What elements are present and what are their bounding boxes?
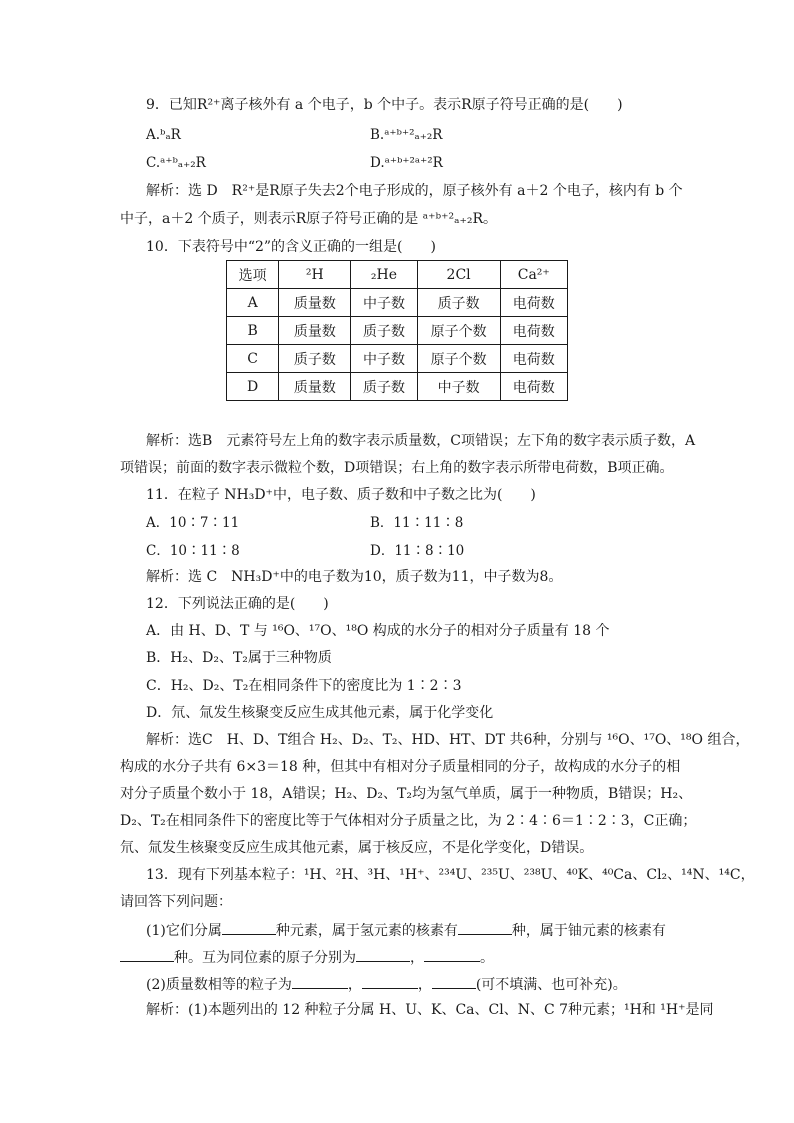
q9-option-c: C.ᵃ⁺ᵇₐ₊₂R [146,155,206,171]
q12-option: B．H₂、D₂、T₂属于三种物质 [146,650,332,666]
table-cell: 质子数 [279,345,351,373]
answer-blank[interactable] [458,920,512,935]
table-cell: 质子数 [417,289,500,317]
q13-part2-text: ， [417,977,432,993]
table-cell: 原子个数 [417,345,500,373]
q13-part2-text: (2)质量数相等的粒子为 [146,977,292,993]
q12-analysis-line: D₂、T₂在相同条件下的密度比等于气体相对分子质量之比，为 2∶4∶6＝1∶2∶3，C正确； [120,813,697,829]
q9-option-d: D.ᵃ⁺ᵇ⁺²ᵃ⁺²R [370,155,443,171]
table-header-row [227,261,568,289]
table-row [227,345,568,373]
answer-blank[interactable] [222,920,276,935]
q11-option-b: B．11∶11∶8 [370,515,464,531]
q11-stem: 11．在粒子 NH₃D⁺中，电子数、质子数和中子数之比为( ) [146,487,536,503]
table-cell: 电荷数 [500,345,567,373]
q13-part1-text: 。 [480,950,494,966]
table-cell: 中子数 [351,345,417,373]
table-cell: 质子数 [351,317,417,345]
table-row [227,373,568,401]
answer-blank[interactable] [424,947,480,962]
q13-part1-text: 种，属于铀元素的核素有 [511,923,666,939]
q12-analysis-line: 构成的水分子共有 6×3＝18 种，但其中有相对分子质量相同的分子，故构成的水分子的相 [120,759,681,775]
q9-analysis-line: 解析：选 D R²⁺是R原子失去2个电子形成的，原子核外有 a＋2 个电子，核内有 b 个 [146,183,683,199]
q13-part2-line [146,974,627,994]
answer-blank[interactable] [356,947,410,962]
q13-part1-line [120,947,494,967]
q11-option-c: C．10∶11∶8 [146,543,240,559]
q13-part1-text: 种元素，属于氢元素的核素有 [275,923,458,939]
table-header-cell: ₂He [351,261,417,289]
q12-option: A．由 H、D、T 与 ¹⁶O、¹⁷O、¹⁸O 构成的水分子的相对分子质量有 18 个 [146,623,610,639]
table-row [227,289,568,317]
answer-blank[interactable] [432,974,476,989]
table-header-cell: ²H [279,261,351,289]
table-header-cell: 2Cl [417,261,500,289]
q10-analysis-line: 解析：选B 元素符号左上角的数字表示质量数，C项错误；左下角的数字表示质子数，A [146,433,696,449]
table-cell: D [227,373,279,401]
q13-stem: 13．现有下列基本粒子：¹H、²H、³H、¹H⁺、²³⁴U、²³⁵U、²³⁸U、⁴⁰K、⁴⁰Ca、Cl₂、¹⁴N、¹⁴C， [146,867,755,883]
q11-option-a: A．10∶7∶11 [146,515,240,531]
q13-part1-text: ， [410,950,424,966]
table-cell: 中子数 [417,373,500,401]
q12-analysis-line: 氘、氚发生核聚变反应生成其他元素，属于核反应，不是化学变化，D错误。 [120,840,594,856]
q11-option-d: D．11∶8∶10 [370,543,465,559]
answer-blank[interactable] [362,974,418,989]
q13-stem: 请回答下列问题： [120,894,232,910]
q9-option-a: A.ᵇₐR [146,127,181,143]
answer-blank[interactable] [292,974,348,989]
table-cell: 原子个数 [417,317,500,345]
q10-stem: 10．下表符号中“2”的含义正确的一组是( ) [146,239,436,255]
table-cell: 中子数 [351,289,417,317]
q13-analysis-line: 解析：(1)本题列出的 12 种粒子分属 H、U、K、Ca、Cl、N、C 7种元素；¹H和 ¹H⁺是同 [146,1002,714,1018]
table-cell: 电荷数 [500,317,567,345]
table-header-cell: 选项 [227,261,279,289]
table-cell: B [227,317,279,345]
q13-part1-text: (1)它们分属 [146,923,222,939]
q12-option: D．氘、氚发生核聚变反应生成其他元素，属于化学变化 [146,705,494,721]
table-cell: 质子数 [351,373,417,401]
q13-part1-line [146,920,666,940]
q9-analysis-line: 中子，a＋2 个质子，则表示R原子符号正确的是 ᵃ⁺ᵇ⁺²ₐ₊₂R。 [120,211,498,227]
table-cell: 电荷数 [500,373,567,401]
q12-analysis-line: 对分子质量个数小于 18，A错误；H₂、D₂、T₂均为氢气单质，属于一种物质，B错误；H₂、 [120,786,693,802]
q13-part2-text: (可不填满、也可补充)。 [475,977,627,993]
q11-analysis-line: 解析：选 C NH₃D⁺中的电子数为10，质子数为11，中子数为8。 [146,569,563,585]
q12-analysis-line: 解析：选C H、D、T组合 H₂、D₂、T₂、HD、HT、DT 共6种，分别与 ¹⁶O、¹⁷O、¹⁸O 组合， [146,732,750,748]
table-cell: C [227,345,279,373]
q13-part2-text: ， [347,977,362,993]
q10-table [226,260,568,401]
table-cell: 质量数 [279,289,351,317]
q12-option: C．H₂、D₂、T₂在相同条件下的密度比为 1∶2∶3 [146,678,462,694]
table-header-cell: Ca²⁺ [500,261,567,289]
table-cell: 电荷数 [500,289,567,317]
q10-analysis-line: 项错误；前面的数字表示微粒个数，D项错误；右上角的数字表示所带电荷数，B项正确。 [120,460,674,476]
table-cell: A [227,289,279,317]
q13-part1-text: 种。互为同位素的原子分别为 [174,950,356,966]
table-cell: 质量数 [279,373,351,401]
q9-stem: 9．已知R²⁺离子核外有 a 个电子，b 个中子。表示R原子符号正确的是( ) [146,97,623,113]
q12-stem: 12．下列说法正确的是( ) [146,596,329,612]
table-cell: 质量数 [279,317,351,345]
q9-option-b: B.ᵃ⁺ᵇ⁺²ₐ₊₂R [370,127,443,143]
answer-blank[interactable] [120,947,174,962]
table-row [227,317,568,345]
